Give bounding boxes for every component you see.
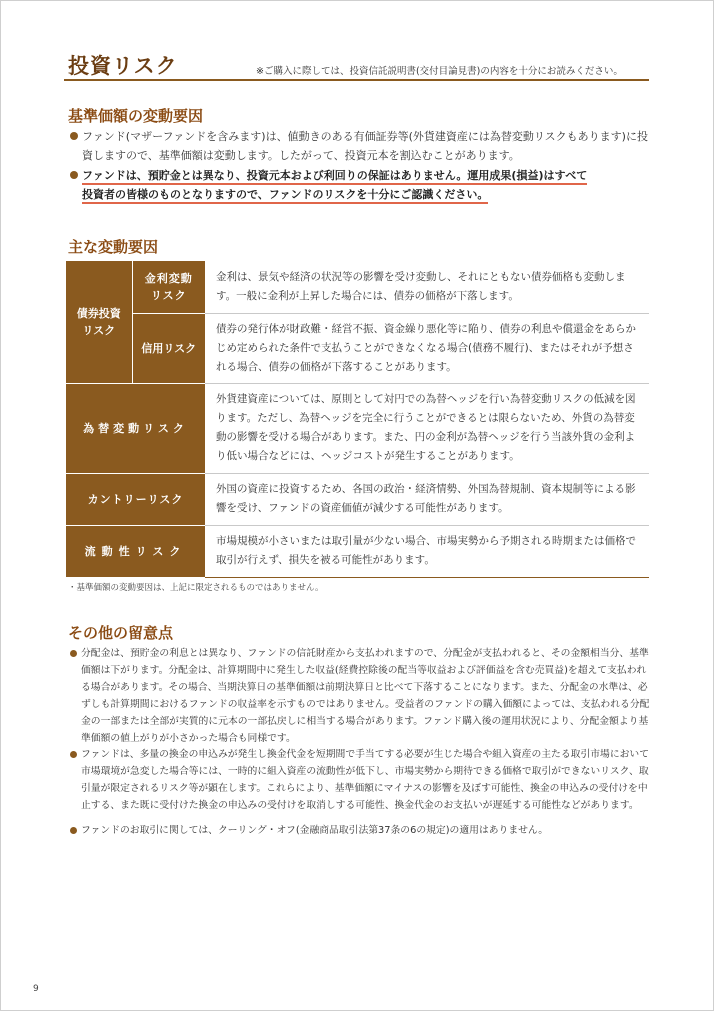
page-number: 9: [33, 984, 39, 994]
liquidity-risk-label: 流動性リスク: [66, 525, 205, 577]
bond-risk-label: 債券投資 リスク: [66, 261, 132, 383]
list-item: [70, 127, 650, 165]
interest-rate-risk-text: 金利は、景気や経済の状況等の影響を受け変動し、それにともない債券価格も変動します。一般に金利が上昇した場合には、債券の価格が下落します。: [205, 261, 649, 313]
other-notes-heading: その他の留意点: [68, 624, 174, 642]
main-risk-factors-heading: 主な変動要因: [68, 238, 159, 256]
table-row: [66, 473, 649, 525]
table-row: [66, 261, 649, 313]
bullet-text: 分配金は、預貯金の利息とは異なり、ファンドの信託財産から支払われますので、分配金が支払われると、その金額相当分、基準価額は下がります。分配金は、計算期間中に発生した収益(経費控除後の配当等収益および評価益を含む売買益)を超えて支払われる場合があります。その場合、当期決算日の基準価額は前期決算日と比べて下落することになります。また、分配金の水準は、必ずしも計算期間におけるファンドの収益率を示すものではありません。受益者のファンドの購入価額によっては、支払われる分配金の一部または全部が実質的に元本の一部払戻しに相当する場合があります。ファンド購入後の運用状況により、分配金額より基準価額の値上がりが小さかった場合も同様です。: [81, 648, 650, 744]
reading-note: ※ご購入に際しては、投資信託説明書(交付目論見書)の内容を十分にお読みください。: [256, 66, 623, 77]
title-divider: [64, 79, 649, 81]
bullet-dot-icon: [70, 827, 77, 834]
table-row: [66, 525, 649, 577]
country-risk-text: 外国の資産に投資するため、各国の政治・経済情勢、外国為替規制、資本規制等による影響を受け、ファンドの資産価値が減少する可能性があります。: [205, 473, 649, 525]
fx-risk-label: 為替変動リスク: [66, 383, 205, 473]
list-item: [70, 645, 650, 747]
table-row: [66, 313, 649, 383]
bullet-dot-icon: [70, 132, 78, 140]
bullet-dot-icon: [70, 751, 77, 758]
nav-price-factors-heading: 基準価額の変動要因: [68, 107, 204, 125]
bullet-text: ファンド(マザーファンドを含みます)は、値動きのある有価証券等(外貨建資産には為替変動リスクもあります)に投資しますので、基準価額は変動します。したがって、投資元本を割込むことがあります。: [82, 130, 648, 162]
risk-table: [66, 261, 649, 578]
page-title: 投資リスク: [68, 54, 178, 78]
fx-risk-text: 外貨建資産については、原則として対円での為替ヘッジを行い為替変動リスクの低減を図ります。ただし、為替ヘッジを完全に行うことができるとは限らないため、外貨の為替変動の影響を受ける場合があります。また、円の金利が為替ヘッジを行う当該外貨の金利より低い場合などには、ヘッジコストが発生することがあります。: [205, 383, 649, 473]
bullet-dot-icon: [70, 650, 77, 657]
list-item-emphasis: [70, 166, 650, 204]
bullet-text: ファンドは、多量の換金の申込みが発生し換金代金を短期間で手当てする必要が生じた場合や組入資産の主たる取引市場において市場環境が急変した場合等には、一時的に組入資産の流動性が低下し、市場実勢から期待できる価格で取引ができないリスク、取引量が限定されるリスク等が顕在します。これらにより、基準価額にマイナスの影響を及ぼす可能性、換金の申込みの受付けを中止する、また既に受付けた換金の申込みの受付けを取消しする可能性、換金代金のお支払いが遅延する可能性などがあります。: [81, 749, 650, 811]
liquidity-risk-text: 市場規模が小さいまたは取引量が少ない場合、市場実勢から予期される時期または価格で取引が行えず、損失を被る可能性があります。: [205, 525, 649, 577]
emphasis-line-2: 投資者の皆様のものとなりますので、ファンドのリスクを十分にご認識ください。: [82, 188, 488, 204]
credit-risk-text: 債券の発行体が財政難・経営不振、資金繰り悪化等に陥り、債券の利息や償還金をあらかじめ定められた条件で支払うことができなくなる場合(債務不履行)、またはそれが予想される場合、債券の価格が下落することがあります。: [205, 313, 649, 383]
emphasis-line-1: ファンドは、預貯金とは異なり、投資元本および利回りの保証はありません。運用成果(損益)はすべて: [82, 169, 587, 185]
table-row: [66, 383, 649, 473]
list-item: [70, 822, 650, 839]
country-risk-label: カントリーリスク: [66, 473, 205, 525]
bullet-text: ファンドのお取引に関しては、クーリング・オフ(金融商品取引法第37条の6の規定)の適用はありません。: [81, 825, 549, 836]
bullet-dot-icon: [70, 171, 78, 179]
credit-risk-label: 信用リスク: [132, 313, 205, 383]
interest-rate-risk-label: 金利変動 リスク: [132, 261, 205, 313]
table-footnote: ・基準価額の変動要因は、上記に限定されるものではありません。: [68, 583, 324, 593]
list-item: [70, 746, 650, 814]
